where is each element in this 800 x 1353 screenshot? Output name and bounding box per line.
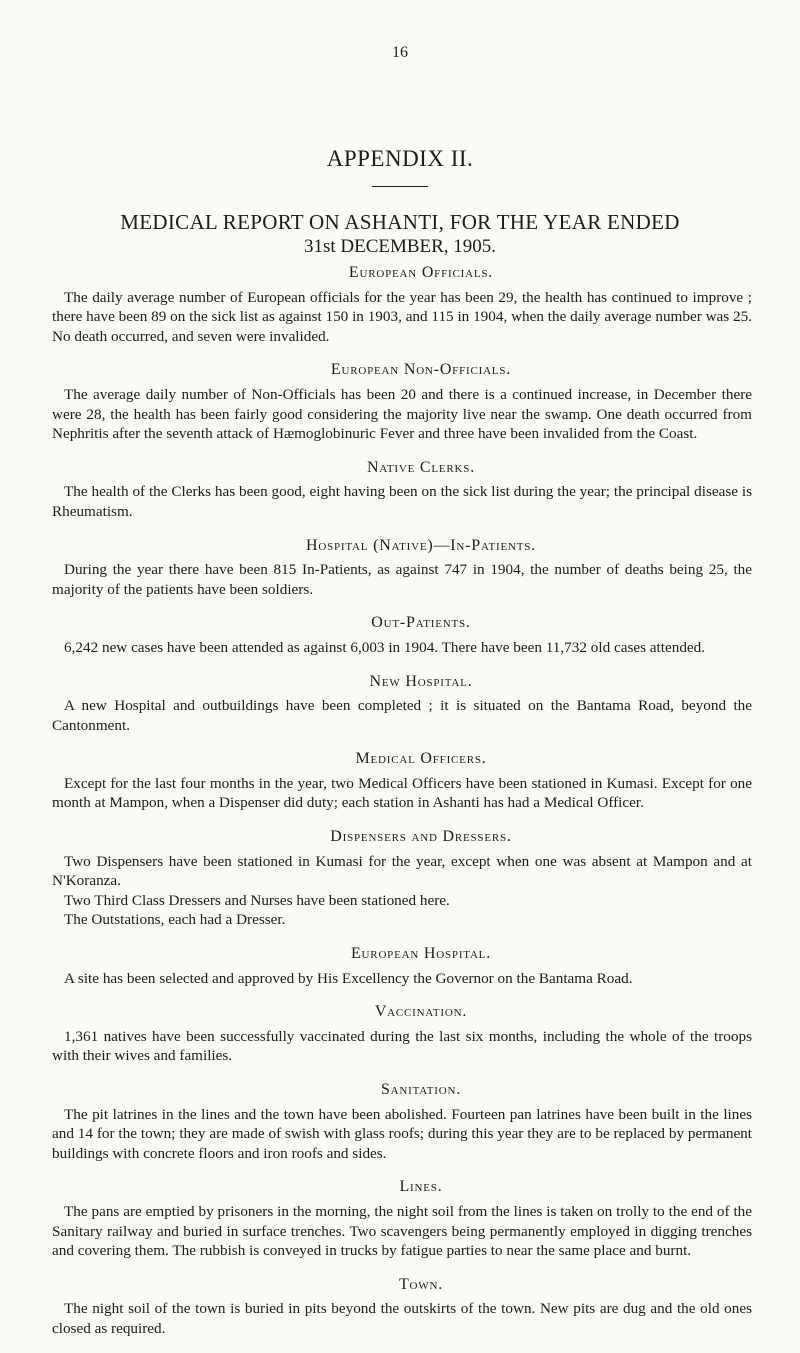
section-heading: Native Clerks. [366,458,476,476]
section-heading: Vaccination. [374,1003,468,1021]
section-paragraph: The health of the Clerks has been good, eight having been on the sick list during the year; the principal disease is Rheumatism. [52,483,752,520]
report-section [52,1275,752,1339]
section-paragraph: The Outstations, each had a Dresser. [64,911,286,929]
section-paragraph: Two Dispensers have been stationed in Kumasi for the year, except when one was absent at Mampon and at N'Koranza. [52,852,752,890]
report-section [52,613,752,657]
report-section [52,536,752,600]
section-heading: Medical Officers. [355,750,487,768]
section-heading: European Hospital. [350,945,492,963]
section-heading: Lines. [399,1178,443,1196]
report-section [52,672,752,736]
section-paragraph: The daily average number of European officials for the year has been 29, the health has continued to improve ; there have been 89 on the sick list as against 150 in 1903, and 115 in 1904, when the daily average number was 25. No death occurred, and seven were invalided. [52,288,752,345]
report-body [52,263,752,1353]
report-date: 31st DECEMBER, 1905. [303,236,497,257]
section-heading: European Officials. [348,264,494,281]
section-paragraph: The pans are emptied by prisoners in the morning, the night soil from the lines is taken on trolly to the end of the Sanitary railway and buried in surface trenches. Two scavengers being permanently employed in digging trenches and covering them. The rubbish is conveyed in trucks by fatigue parties to near the same place and burnt. [52,1202,752,1260]
section-paragraph: The night soil of the town is buried in pits beyond the outskirts of the town. New pits are dug and the old ones closed as required. [52,1300,752,1337]
section-paragraph: 6,242 new cases have been attended as against 6,003 in 1904. There have been 11,732 old cases attended. [64,638,706,656]
section-heading: European Non-Officials. [330,361,512,379]
section-paragraph: During the year there have been 815 In-Patients, as against 747 in 1904, the number of deaths being 25, the majority of the patients have been soldiers. [52,561,752,598]
section-paragraph: A new Hospital and outbuildings have been completed ; it is situated on the Bantama Road, beyond the Cantonment. [52,697,752,734]
section-heading: Sanitation. [380,1081,462,1098]
report-section [52,749,752,813]
report-section [52,1177,752,1260]
section-paragraph: 1,361 natives have been successfully vaccinated during the last six months, including the whole of the troops with their wives and families. [52,1027,752,1065]
section-heading: Out-Patients. [371,614,471,632]
section-paragraph: The pit latrines in the lines and the town have been abolished. Fourteen pan latrines have been built in the lines and 14 for the town; they are made of swish with glass roofs; during this year they are to be replaced by permanent buildings with concrete floors and iron roofs and sides. [52,1105,752,1162]
section-heading: Dispensers and Dressers. [330,828,512,846]
section-paragraph: Except for the last four months in the year, two Medical Officers have been stationed in Kumasi. Except for one month at Mampon, when a Dispenser did duty; each station in Ashanti has had a Medical Officer. [52,774,752,812]
section-paragraph: A site has been selected and approved by His Excellency the Governor on the Bantama Road. [64,969,633,987]
report-section [52,1080,752,1163]
title-divider [372,186,428,187]
report-section [52,944,752,988]
report-section [52,263,752,346]
page-number: 16 [392,44,408,61]
report-section [52,360,752,443]
section-heading: New Hospital. [369,672,473,690]
appendix-title: APPENDIX II. [326,146,474,171]
report-section [52,458,752,522]
section-heading: Town. [398,1275,444,1293]
report-section [52,827,752,930]
section-paragraph: The average daily number of Non-Officials has been 20 and there is a continued increase, in December there were 28, the health has been fairly good considering the majority live near the swamp. One death occurred from Nephritis after the seventh attack of Hæmoglobinuric Fever and three have been invalided from the Coast. [52,385,752,443]
report-title: MEDICAL REPORT ON ASHANTI, FOR THE YEAR ENDED [120,210,680,234]
report-section [52,1002,752,1066]
section-paragraph: Two Third Class Dressers and Nurses have been stationed here. [64,891,450,909]
section-heading: Hospital (Native)—In-Patients. [306,536,536,554]
